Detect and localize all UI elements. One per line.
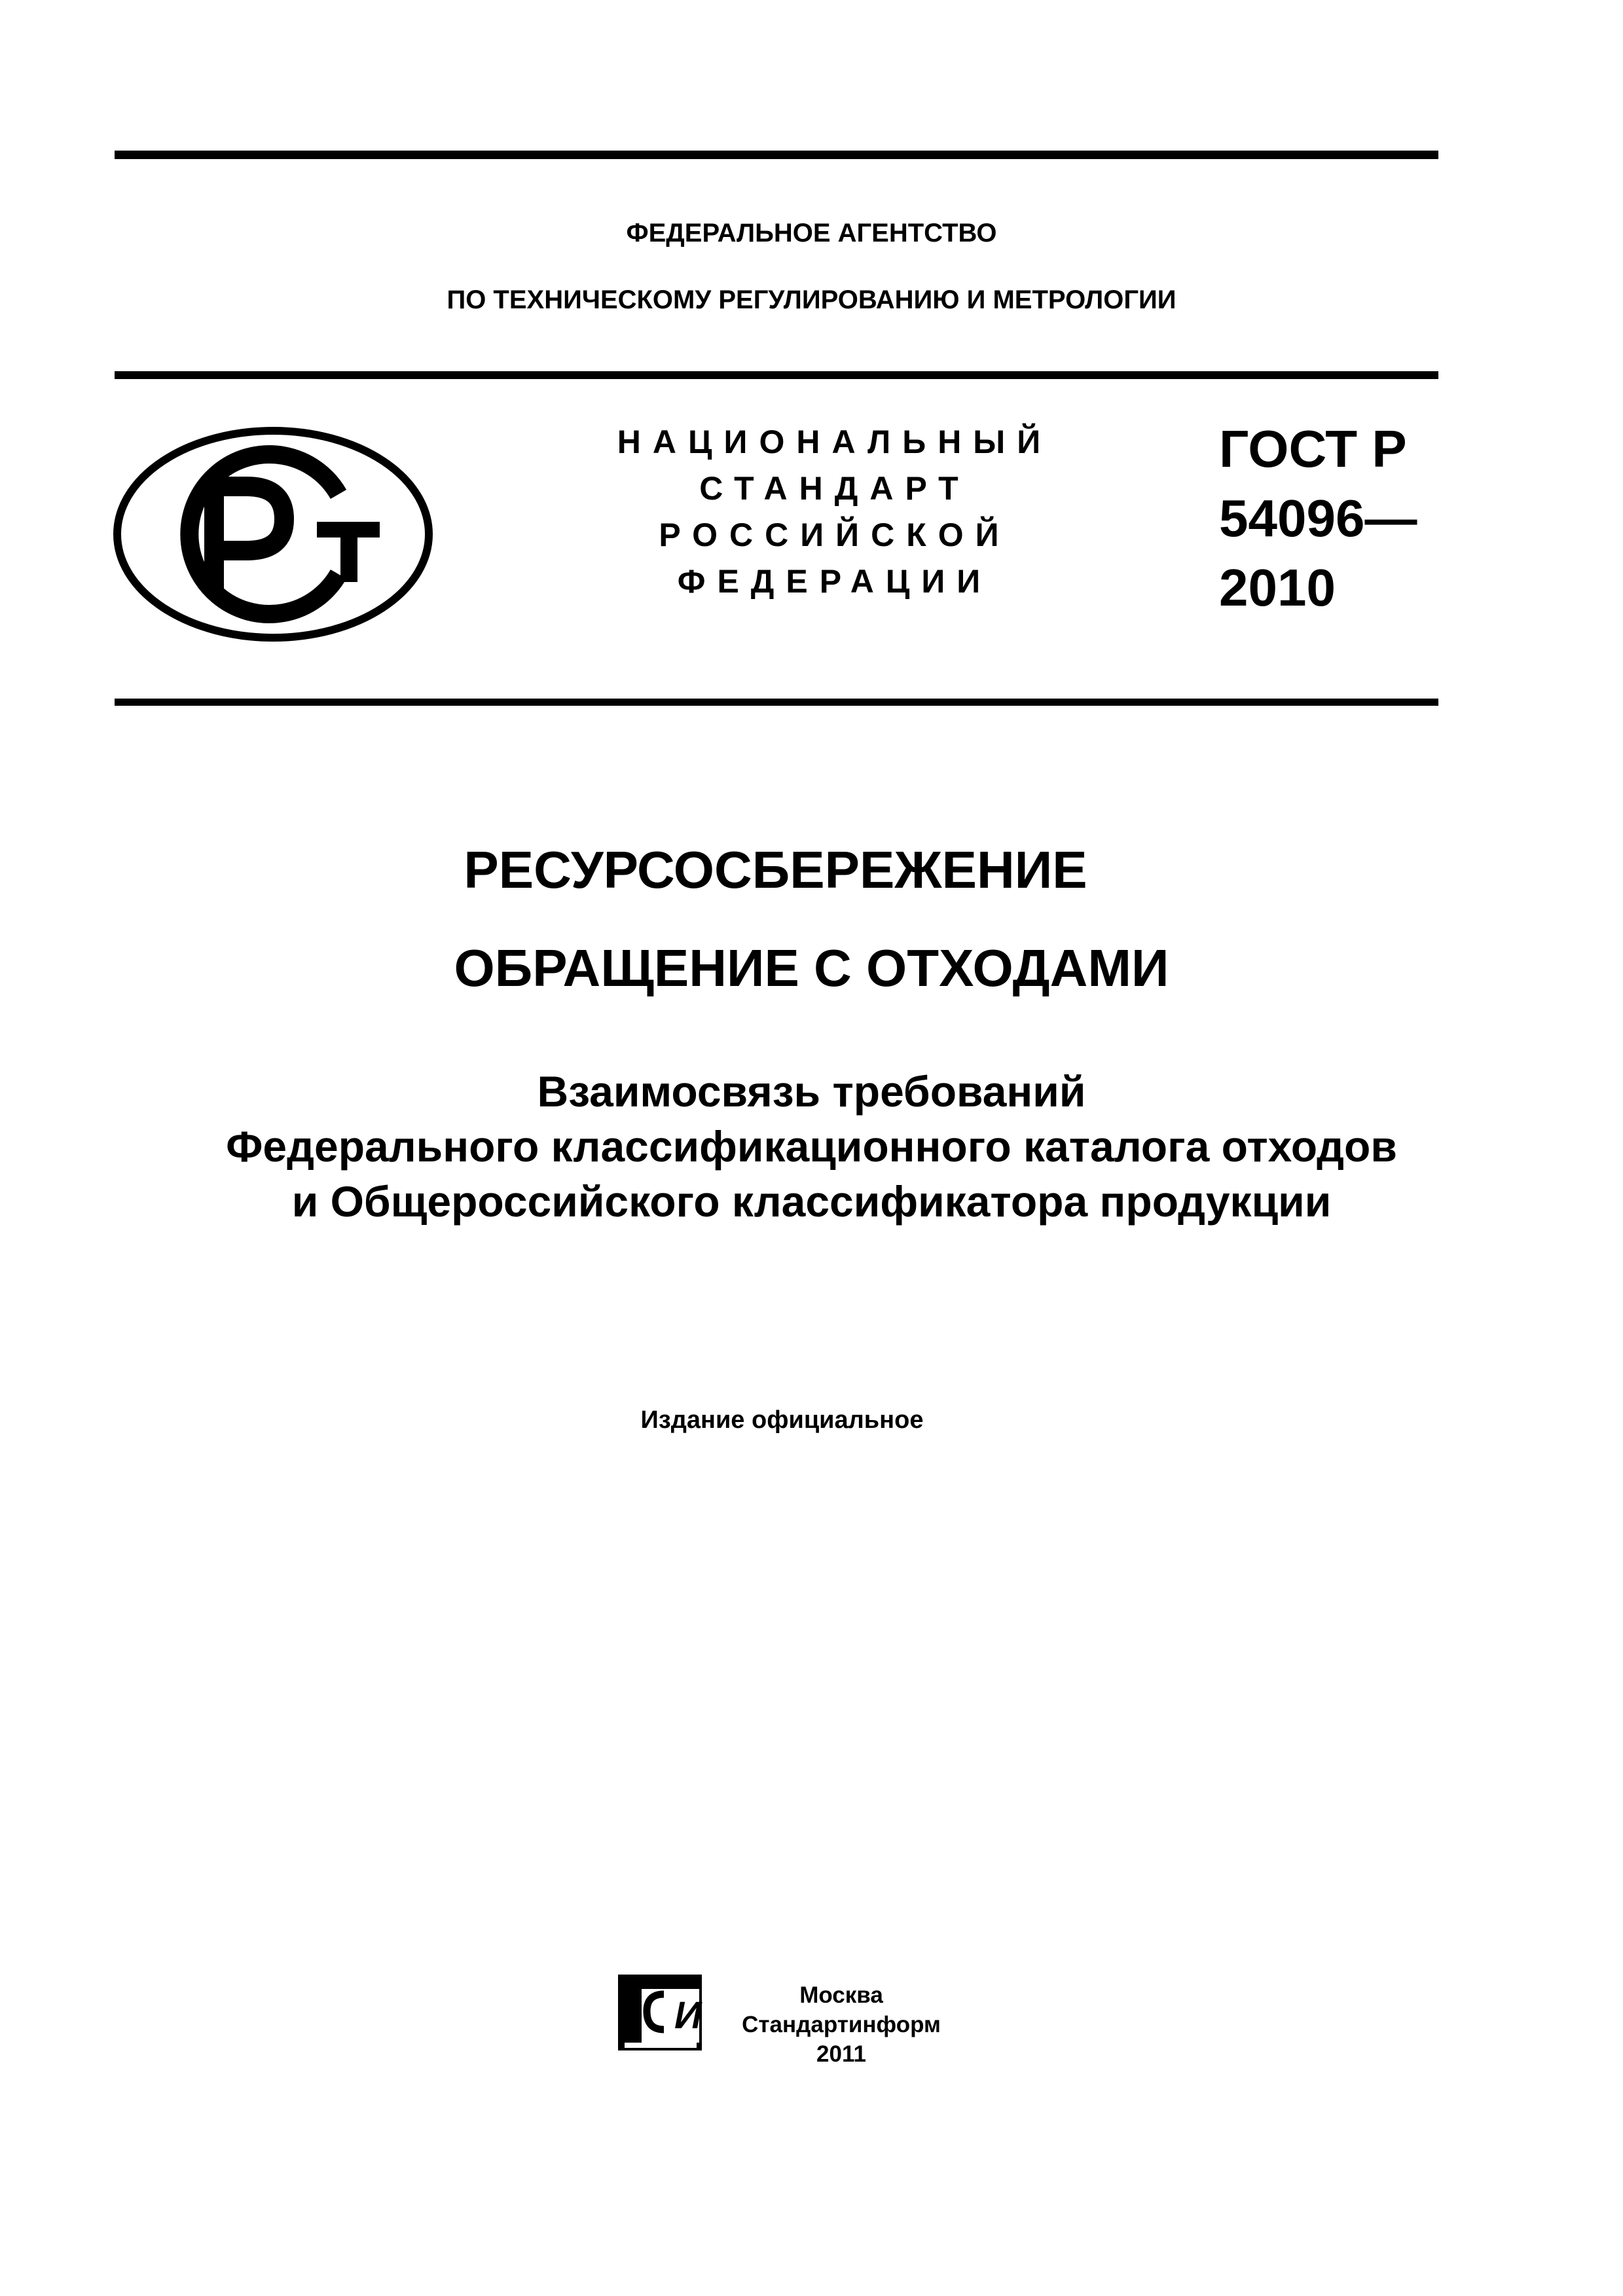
agency-line-2: ПО ТЕХНИЧЕСКОМУ РЕГУЛИРОВАНИЮ И МЕТРОЛОГИИ bbox=[447, 285, 1176, 314]
standard-designation bbox=[1219, 414, 1417, 623]
designation-line-1: ГОСТ Р bbox=[1219, 420, 1407, 478]
publisher-block bbox=[720, 1980, 962, 2069]
top-rule bbox=[115, 151, 1438, 159]
subtitle-line-3: и Общероссийского классификатора продукции bbox=[291, 1177, 1332, 1226]
logo-rule bbox=[115, 699, 1438, 706]
title-line-1: РЕСУРСОСБЕРЕЖЕНИЕ bbox=[464, 841, 1087, 899]
standard-type-line-3: РОССИЙСКОЙ bbox=[659, 517, 1011, 553]
standard-type-line-4: ФЕДЕРАЦИИ bbox=[677, 563, 993, 600]
edition-label: Издание официальное bbox=[640, 1406, 924, 1434]
publisher-name: Стандартинформ bbox=[742, 2012, 941, 2037]
standartinform-logo-icon bbox=[615, 1972, 707, 2054]
svg-text:И: И bbox=[674, 1994, 702, 2037]
standard-type bbox=[589, 419, 1080, 605]
subtitle-line-2: Федерального классификационного каталога отходов bbox=[226, 1122, 1397, 1171]
designation-line-3: 2010 bbox=[1219, 558, 1336, 617]
standard-type-line-2: СТАНДАРТ bbox=[699, 470, 970, 507]
title-line-2: ОБРАЩЕНИЕ С ОТХОДАМИ bbox=[454, 939, 1169, 997]
publisher-year: 2011 bbox=[816, 2041, 866, 2067]
subtitle bbox=[0, 1064, 1623, 1229]
designation-line-2: 54096— bbox=[1219, 489, 1417, 547]
standard-type-line-1: НАЦИОНАЛЬНЫЙ bbox=[617, 424, 1053, 460]
agency-line-1: ФЕДЕРАЛЬНОЕ АГЕНТСТВО bbox=[626, 219, 997, 247]
publisher-city: Москва bbox=[799, 1982, 883, 2008]
rst-certification-mark-icon bbox=[113, 426, 433, 642]
subtitle-line-1: Взаимосвязь требований bbox=[537, 1067, 1086, 1116]
header-rule bbox=[115, 371, 1438, 379]
